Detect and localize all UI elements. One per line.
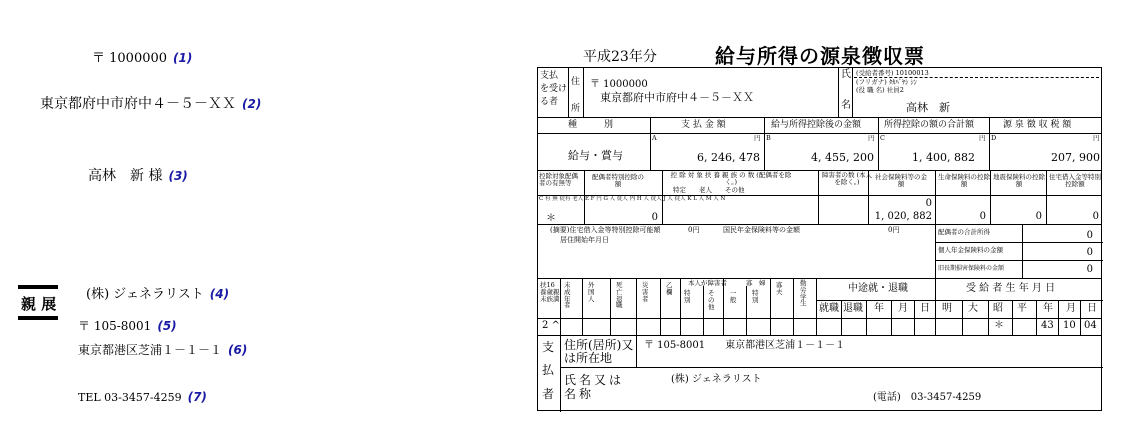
callout-5: (5) [157,319,177,333]
label-housing-loan: 住宅借入金等特別控除額 [1049,173,1101,188]
sender-tel-text: TEL 03-3457-4259 [78,391,182,404]
label-day: 日 [920,303,930,314]
note-housing: (摘要)住宅借入金等特別控除可能額 [550,226,661,234]
payee-label-1: 支払 [540,71,559,81]
payee-postal: 〒 1000000 [590,79,648,90]
postal-code: 〒 1000000 [92,51,168,66]
yen-b: 円 [868,134,875,142]
payer-tel: (電話) 03-3457-4259 [873,392,982,403]
label-showa: 昭 [993,303,1003,314]
payee-address: 東京都府中市府中４－５－ＸＸ [600,91,754,104]
label-other: その他 [708,289,715,311]
envelope-recipient [88,165,188,185]
header-total-deduction: 所得控除の額の合計額 [884,120,975,130]
label-meiji: 明 [942,303,952,314]
payer-label-1: 支 [542,340,555,354]
callout-7: (7) [187,390,207,404]
payer-addr-label: 住所(居所)又は所在地 [564,338,634,366]
callout-3: (3) [168,169,188,183]
val-birth-day: 04 [1084,320,1097,331]
label-taisho: 大 [968,303,978,314]
label-under16: 扶16養歳親未族満 [540,281,560,303]
payer-address: 〒 105-8001 東京都港区芝浦１－１－１ [644,340,846,351]
long-term-label: 旧長期損害保険料の金額 [938,265,1005,272]
label-social-insurance: 社会保険料等の金額 [875,173,927,188]
sender-name-text: (株) ジェネラリスト [86,287,204,302]
yen-a: 円 [754,134,761,142]
sender-address-text: 東京都港区芝浦１－１－１ [78,343,223,357]
label-spouse-special: 配偶者特別控除の額 [592,173,644,188]
payer-name-label: 氏名又は名称 [564,373,625,401]
label-month: 月 [898,303,908,314]
label-disabled-h: 本人が障害者 [688,279,727,287]
sender-postal [78,317,177,334]
callout-2: (2) [242,97,262,111]
sender-name [86,283,229,302]
address-label-2: 所 [571,104,581,114]
payer-label-3: 者 [542,387,555,401]
name-label-1: 氏 [841,69,851,80]
payee-label-3: る者 [540,97,559,107]
row1-type: 給与・賞与 [568,149,623,162]
val-birth-month: 10 [1063,320,1076,331]
label-spouse-presence: 控除対象配偶者の有無等 [539,172,578,187]
label-retired: 退職 [843,303,863,314]
row2-life: 0 [979,211,986,222]
label-birth: 受 給 者 生 年 月 日 [966,283,1056,294]
val-birth-year: 43 [1041,320,1054,331]
payee-name: 高林 新 [906,101,950,114]
label-student: 勤労学生 [800,279,807,308]
envelope-postal [92,47,192,66]
yen-d: 円 [1093,134,1100,142]
row2-social-1: 0 [925,198,932,209]
label-employed: 就職 [819,303,839,314]
row2-spouse-special: 0 [651,212,658,223]
recipient-name: 高林 新 様 [88,168,163,184]
envelope-address [40,93,261,113]
label-disaster: 災害者 [642,281,649,303]
header-tax: 源 泉 徴 収 税 額 [1003,120,1072,130]
header-payment: 支 払 金 額 [681,120,726,130]
row1-tax: 207, 900 [1051,151,1100,164]
note-housing-val: 0円 [688,226,700,234]
row2-earthquake: 0 [1035,211,1042,222]
form-year: 平成23年分 [583,49,657,65]
header-type: 種 別 [568,120,614,130]
label-midyear: 中途就・退職 [848,283,908,294]
address-text: 東京都府中市府中４－５－ＸＸ [40,96,236,112]
yen-c: 円 [979,134,986,142]
label-birth-year: 年 [1043,303,1053,314]
address-label-1: 住 [571,77,581,87]
row1-payment: 6, 246, 478 [697,151,760,164]
note-pension: 国民年金保険料等の金額 [723,226,800,234]
label-widow: 寡 婦 [746,279,766,287]
withholding-slip-form: 支払 を受け る者 住 所 〒 1000000 東京都府中市府中４－５－ＸＸ 氏 名 (受給者番号) 10100013 (フリガナ) ﾀｶﾊﾞﾔｼ ｼﾝ (役 職 名) 社員2 高林 新 種 別 支 払 金 額 給与所得控除後の金額 所得控除の額の合計額 源 泉 徴 収 税 額 A B C D 円 円 円 円 給与・賞与 6, 246, 478 4, 455, 200 1, 400, 882 207, 900 控除対象配偶者の有無等 配偶者特別控除の額 控 除 対 象 扶 養 親 族 の 数 (配偶者を除く。) 特定 老人 その他 障害者の数 (本人を除く。) 社会保険料等の金額 生命保険料の控除額 地震保険料の控除額 住宅借入金等特別控除額 C 有 無 従有 老人 E F 円 G 人 従人 内 H 人 従人 J 人 従人 K L 人 M 人 N ＊ 0 0 1, 020, 882 0 0 0 (摘要)住宅借入金等特別控除可能額 0円 国民年金保険料等の金額 0円 居住開始年月日 配偶者の合計所得 0 個人年金保険料の金額 0 旧長期損害保険料の金額 0 扶16養歳親未族満 未成年者 外国人 死亡退職 災害者 乙 欄 本人が障害者 特別 その他 寡 婦 一般 特別 寡夫 勤労学生 中途就・退職 受 給 者 生 年 月 日 就職 退職 年 月 日 明 大 昭 平 年 月 日 2 ^ ＊ 43 10 04 支 払 者 住所(居所)又は所在地 〒 105-8001 東京都港区芝浦１－１－１ 氏名又は名称 (株) ジェネラリスト (電話) 03-3457-4259 [537,67,1102,411]
val-under16: 2 ^ [542,320,560,331]
pension-insurance-label: 個人年金保険料の金額 [938,246,1003,254]
label-special: 特別 [684,289,691,304]
recipient-number: (受給者番号) 10100013 [856,69,929,77]
label-birth-day: 日 [1087,303,1097,314]
label-heisei: 平 [1017,303,1027,314]
furigana: (フリガナ) ﾀｶﾊﾞﾔｼ ｼﾝ [856,78,917,86]
sender-address [78,341,247,358]
label-life-insurance: 生命保険料の控除額 [938,173,990,188]
label-foreigner: 外国人 [588,281,595,303]
long-term-val: 0 [1086,264,1093,275]
row1-total-deduction: 1, 400, 882 [912,151,975,164]
oyaten-label: 親 展 [21,295,57,313]
callout-1: (1) [173,51,193,65]
label-dep-sub: 特定 老人 その他 [673,186,745,194]
sender-postal-text: 〒 105-8001 [78,319,152,333]
oyaten-top-rule [18,285,58,289]
label-disabled: 障害者の数 (本人を除く。) [821,171,873,186]
payee-label-2: を受け [540,84,568,94]
payer-label-2: 払 [542,363,555,377]
spouse-flag: ＊ [546,213,556,224]
sender-tel [78,390,207,404]
callout-6: (6) [228,343,248,357]
payer-name: (株) ジェネラリスト [671,374,762,385]
row2-housing-loan: 0 [1092,211,1099,222]
name-label-2: 名 [841,100,851,111]
spouse-income-val: 0 [1086,230,1093,241]
row1-after-deduction: 4, 455, 200 [811,151,874,164]
callout-4: (4) [209,287,230,301]
row2-social-2: 1, 020, 882 [874,211,932,222]
label-widower: 寡夫 [776,281,783,296]
label-general: 一般 [730,289,737,304]
oyaten-bottom-rule [18,316,58,320]
label-minor: 未成年者 [564,281,571,310]
label-birth-month: 月 [1066,303,1076,314]
label-death: 死亡退職 [616,281,623,310]
position: (役 職 名) 社員2 [856,86,904,94]
spouse-income-label: 配偶者の合計所得 [938,228,990,236]
header-after-deduction: 給与所得控除後の金額 [771,120,862,130]
label-year: 年 [874,303,884,314]
label-special2: 特別 [752,289,759,304]
note-residence: 居住開始年月日 [560,236,609,244]
pension-insurance-val: 0 [1086,247,1093,258]
label-earthquake: 地震保険料の控除額 [993,173,1045,188]
val-showa: ＊ [994,320,1004,331]
label-otsu: 乙 欄 [666,281,679,296]
label-mini-codes: C 有 無 従有 老人 E F 円 G 人 従人 内 H 人 従人 J 人 従人 K L 人 M 人 N [539,196,726,202]
note-pension-val: 0円 [888,226,900,234]
label-dependents: 控 除 対 象 扶 養 親 族 の 数 (配偶者を除く。) [670,171,792,186]
form-title: 給与所得の源泉徴収票 [715,44,925,68]
